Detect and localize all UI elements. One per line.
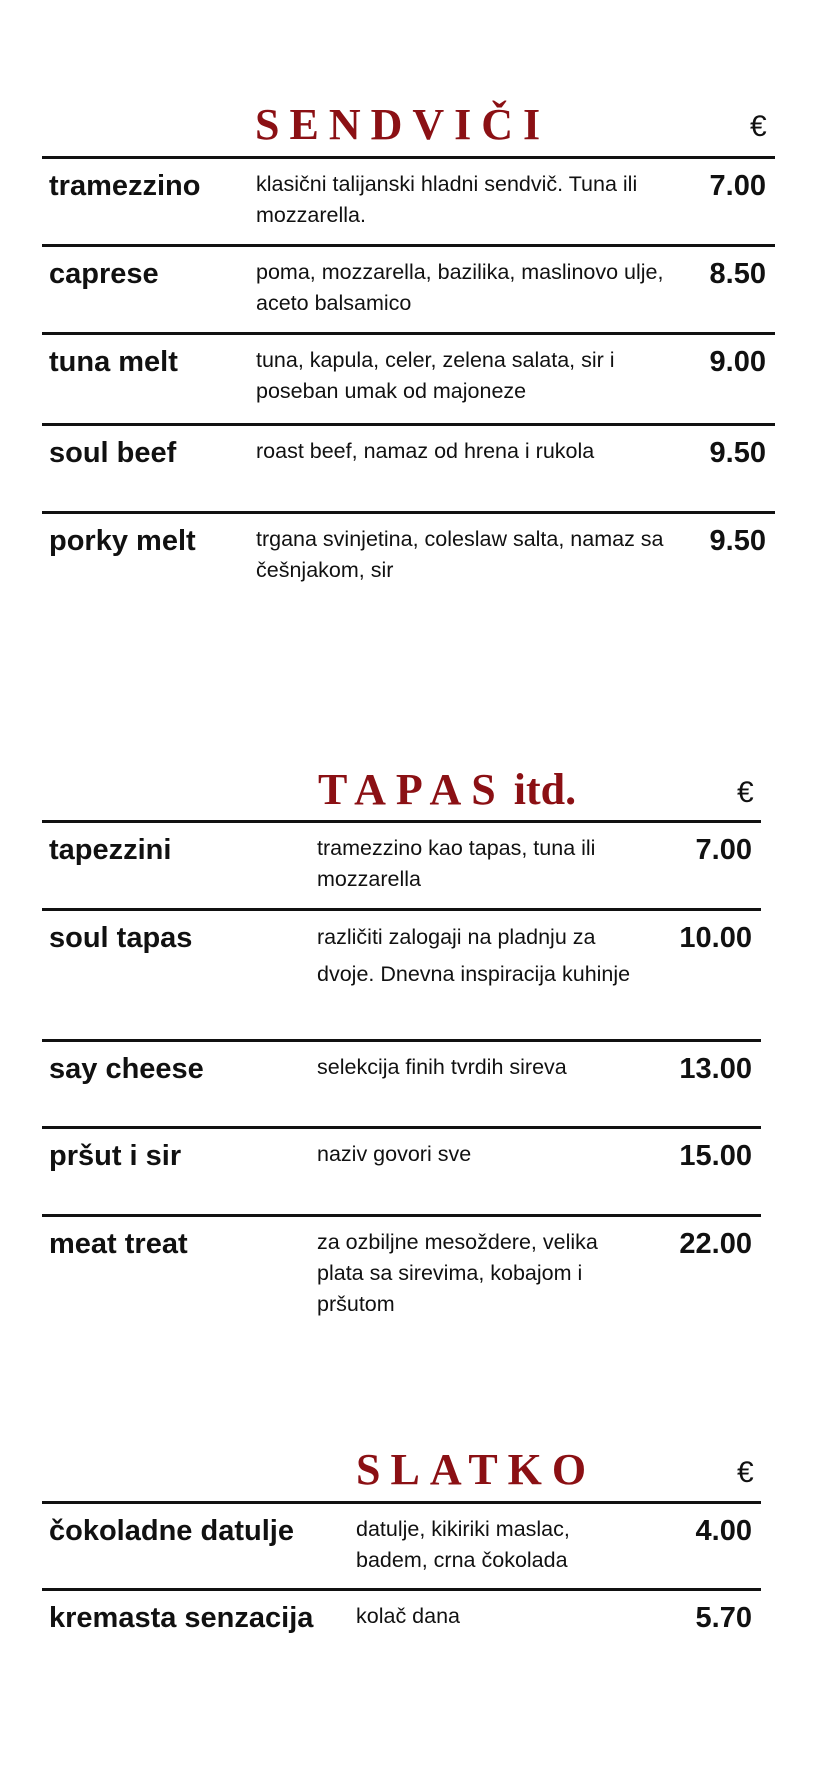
- currency-symbol: €: [737, 1456, 754, 1489]
- item-description: tuna, kapula, celer, zelena salata, sir i poseban umak od majoneze: [256, 348, 615, 403]
- item-description: klasični talijanski hladni sendvič. Tuna ili mozzarella.: [256, 172, 638, 227]
- item-description: tramezzino kao tapas, tuna ili mozzarella: [317, 836, 596, 891]
- item-price: 13.00: [679, 1053, 752, 1085]
- item-price: 4.00: [695, 1515, 752, 1547]
- item-price: 7.00: [709, 170, 766, 202]
- menu-item: [42, 823, 761, 908]
- item-price: 9.50: [709, 525, 766, 557]
- item-description: poma, mozzarella, bazilika, maslinovo ulje, aceto balsamico: [256, 260, 664, 315]
- item-price: 9.50: [709, 437, 766, 469]
- section-title-suffix: itd.: [513, 765, 577, 814]
- item-description: selekcija finih tvrdih sireva: [317, 1055, 567, 1079]
- menu-item: [42, 426, 775, 511]
- item-name: pršut i sir: [49, 1140, 182, 1172]
- menu-item: [42, 1217, 761, 1327]
- item-name: tramezzino: [49, 170, 201, 202]
- menu-item: [42, 1504, 761, 1588]
- menu-item: [42, 514, 775, 599]
- item-description: roast beef, namaz od hrena i rukola: [256, 439, 595, 463]
- currency-symbol: €: [737, 776, 754, 809]
- item-description: trgana svinjetina, coleslaw salta, namaz sa češnjakom, sir: [256, 527, 664, 582]
- item-price: 5.70: [695, 1602, 752, 1634]
- item-name: soul tapas: [49, 922, 193, 954]
- item-name: tapezzini: [49, 834, 172, 866]
- item-name: say cheese: [49, 1053, 204, 1085]
- menu-item: [42, 1042, 761, 1126]
- section-title: [318, 765, 577, 814]
- item-description: za ozbiljne mesoždere, velika plata sa sirevima, kobajom i pršutom: [317, 1230, 598, 1316]
- section-title-text: SENDVIČI: [255, 100, 551, 149]
- item-name: soul beef: [49, 437, 177, 469]
- menu-item: [42, 159, 775, 244]
- item-description: različiti zalogaji na pladnju za dvoje. Dnevna inspiracija kuhinje: [317, 925, 631, 986]
- item-name: tuna melt: [49, 346, 178, 378]
- item-price: 9.00: [709, 346, 766, 378]
- item-description: datulje, kikiriki maslac, badem, crna čokolada: [356, 1517, 570, 1572]
- item-price: 10.00: [679, 922, 752, 954]
- currency-symbol: €: [750, 110, 767, 143]
- item-name: čokoladne datulje: [49, 1515, 294, 1547]
- menu-item: [42, 1129, 761, 1214]
- item-name: porky melt: [49, 525, 196, 557]
- menu-item: [42, 1591, 761, 1671]
- section-title-text: TAPAS: [318, 765, 506, 814]
- item-price: 7.00: [695, 834, 752, 866]
- section-title: [356, 1445, 597, 1494]
- item-name: kremasta senzacija: [49, 1602, 314, 1634]
- item-description: naziv govori sve: [317, 1142, 472, 1166]
- item-name: meat treat: [49, 1228, 188, 1260]
- section-title-text: SLATKO: [356, 1445, 597, 1494]
- item-name: caprese: [49, 258, 159, 290]
- section-title: [255, 100, 551, 149]
- item-price: 22.00: [679, 1228, 752, 1260]
- menu-item: [42, 335, 775, 423]
- item-price: 15.00: [679, 1140, 752, 1172]
- item-description: kolač dana: [356, 1604, 460, 1628]
- menu-item: [42, 247, 775, 332]
- item-price: 8.50: [709, 258, 766, 290]
- menu-item: [42, 911, 761, 1039]
